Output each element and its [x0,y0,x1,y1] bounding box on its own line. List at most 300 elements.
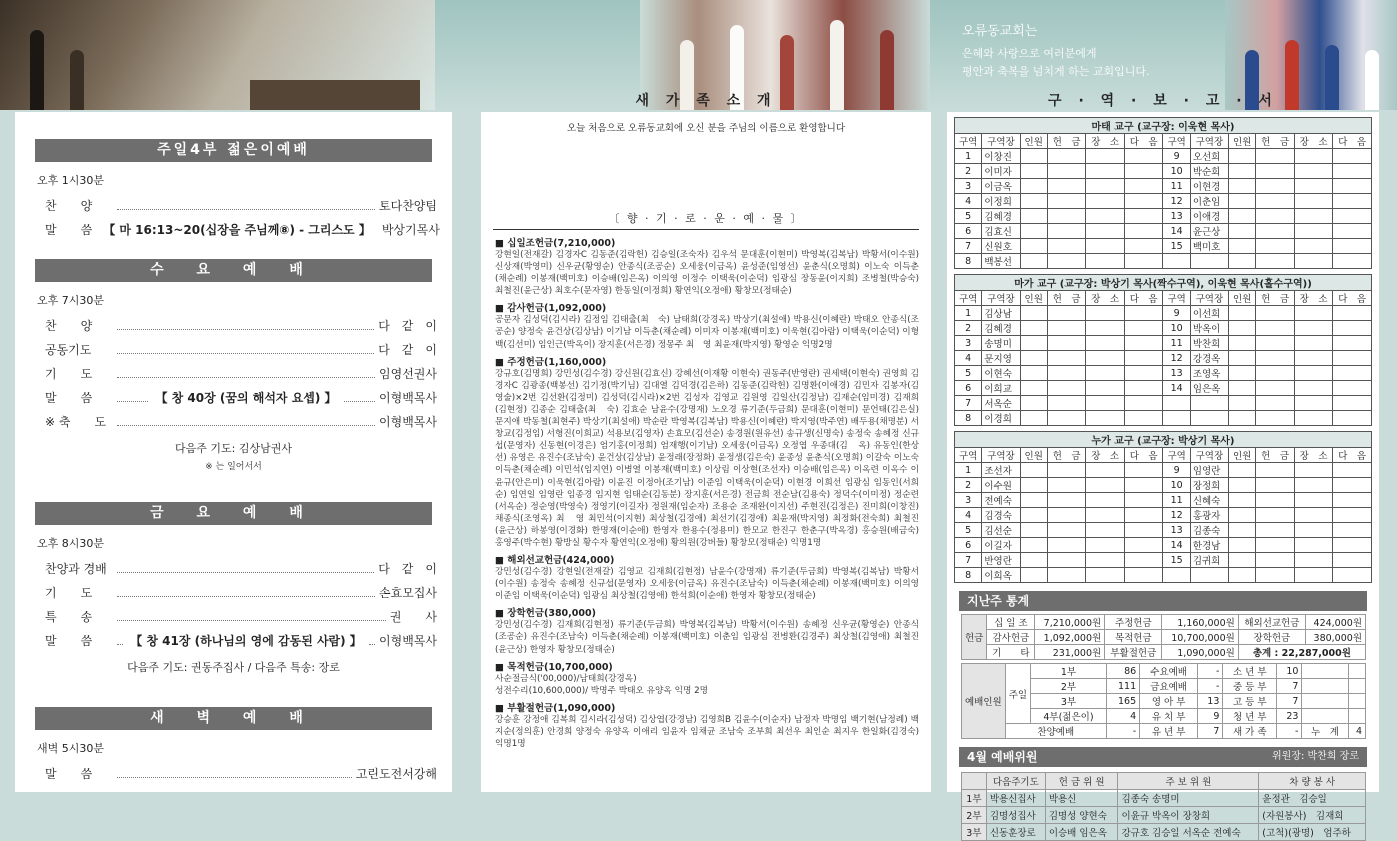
district-leader: 이희교 [982,381,1020,396]
offering-stats-table [961,614,1366,660]
district-leader: 조선자 [982,463,1020,478]
duty-cell: 이윤규 박옥이 장창희 [1118,807,1259,824]
attendance-cell: - [1106,724,1139,739]
district-number: 7 [955,239,982,254]
district-leader: 이수원 [982,478,1020,493]
district-cell [1047,523,1086,538]
district-col-header: 인원 [1228,448,1255,463]
district-cell [1047,164,1086,179]
district-cell [1228,478,1255,493]
offering-stat-value: 10,700,000원 [1162,630,1238,645]
district-cell [1294,493,1333,508]
district-cell [1047,179,1086,194]
attendance-cell [1302,679,1348,694]
district-cell [1086,254,1125,269]
worship-row-value: 박상기목사 [381,223,440,237]
worship-row [45,560,437,575]
attendance-cell: 4 [1348,724,1365,739]
district-cell [1020,336,1047,351]
worship-row-value: 다 같 이 [378,562,437,576]
district-col-header: 구역장 [1190,134,1228,149]
district-cell [1333,366,1372,381]
district-row [955,568,1372,583]
district-cell [1020,239,1047,254]
district-leader: 김혜경 [982,321,1020,336]
district-col-header: 장 소 [1294,134,1333,149]
offering-total: 총계 : 22,287,000원 [1238,645,1365,660]
dawn-title: 새 벽 예 배 [35,707,432,730]
district-cell [1228,179,1255,194]
district-col-header: 구역장 [982,134,1020,149]
district-cell [1020,164,1047,179]
attendance-cell: 유 치 부 [1140,709,1198,724]
duty-header [962,773,987,790]
district-cell [1228,463,1255,478]
district-cell [1228,396,1255,411]
worship-row-label: 특 송 [45,610,93,624]
district-row [955,149,1372,164]
offering-stat-value: 7,210,000원 [1035,615,1105,630]
offering-names: 강민성(김수경) 김재희(김현정) 류기준(두금희) 박영복(김복남) 박황서(이수원) 송혜정 신우균(황영순) 안종식(조공순) 유진수(조남숙) 이득춘(채순례) 이봉재(백미호) 이춘임 임광심 전병환(김경주) 최상철(김영애) 최철진(윤근상) 한영자 황창모(정태순) [495,620,919,655]
attendance-cell: - [1277,724,1302,739]
district-cell [1047,209,1086,224]
district-cell [1124,306,1163,321]
district-number: 11 [1163,493,1190,508]
district-cell [1256,179,1295,194]
district-number: 4 [955,194,982,209]
district-cell [1294,351,1333,366]
district-number: 12 [1163,194,1190,209]
district-row [955,411,1372,426]
district-number [1163,396,1190,411]
duty-row [962,807,1366,824]
district-cell [1256,411,1295,426]
stats-title [959,591,1367,611]
district-col-header: 구역장 [982,448,1020,463]
district-leader: 이선희 [1190,306,1228,321]
tagline-1: 은혜와 사랑으로 여러분에게 [962,47,1097,60]
dawn-rows [15,765,452,780]
offering-title: 〔 향 · 기 · 로 · 운 · 예 · 물 〕 [608,212,804,225]
duty-row [962,824,1366,841]
district-leader: 신혜숙 [1190,493,1228,508]
attendance-cell: 10 [1277,664,1302,679]
district-cell [1294,396,1333,411]
district-number: 7 [955,396,982,411]
district-cell [1256,164,1295,179]
district-cell [1256,463,1295,478]
duty-cell: 이승배 임은옥 [1045,824,1118,841]
district-cell [1124,351,1163,366]
district-leader: 조영옥 [1190,366,1228,381]
district-number: 4 [955,351,982,366]
district-row [955,164,1372,179]
wednesday-rows [15,317,452,428]
offering-stat-name: 십 일 조 [987,615,1035,630]
attendance-cell: 영 아 부 [1140,694,1198,709]
leader-dots [117,321,374,330]
district-cell [1086,366,1125,381]
duty-cell: (자원봉사) 김재희 [1259,807,1366,824]
worship-row-value: 권 사 [389,610,437,624]
offering-names: 공문자 김성덕(김시라) 김정임 김태출(최 숙) 남태희(강경옥) 박상기(최설애) 박용신(이혜란) 박태오 안종식(조공순) 양정숙 윤건상(김상남) 이기남 이득춘(채순례) 이미자 이봉재(백미호) 이욱현(김아람) 이택욱(이순덕) 이형백(김선미) 임인근(박옥이) 장지훈(서은경) 정몽주 최 영 최윤재(박지영) 황영순 익명2명 [495,315,919,350]
district-cell [1020,149,1047,164]
district-number: 9 [1163,463,1190,478]
attendance-cell [1348,709,1365,724]
district-cell [1086,179,1125,194]
district-number: 2 [955,321,982,336]
district-cell [1256,239,1295,254]
district-cell [1086,209,1125,224]
offering-stat-name: 기 타 [987,645,1035,660]
district-cell [1333,508,1372,523]
district-number: 5 [955,366,982,381]
worship-row-passage: 【 창 40장 (꿈의 해석자 요셉) 】 [155,391,337,405]
district-cell [1124,336,1163,351]
duty-table [961,772,1366,841]
district-leader: 이금옥 [982,179,1020,194]
district-cell [1086,351,1125,366]
district-leader: 이춘임 [1190,194,1228,209]
district-number: 14 [1163,381,1190,396]
district-cell [1256,478,1295,493]
district-number: 7 [955,553,982,568]
district-leader: 강경옥 [1190,351,1228,366]
attendance-cell: 23 [1277,709,1302,724]
district-cell [1256,366,1295,381]
worship-row-label: 찬 양 [45,319,93,333]
dawn-time: 새벽 5시30분 [37,742,104,755]
district-cell [1333,411,1372,426]
district-number: 8 [955,254,982,269]
duty-title [959,747,1367,767]
district-cell [1256,396,1295,411]
district-cell [1047,254,1086,269]
district-cell [1020,321,1047,336]
district-cell [1333,209,1372,224]
district-cell [1256,553,1295,568]
district-cell [1294,538,1333,553]
district-cell [1086,306,1125,321]
district-cell [1228,538,1255,553]
district-leader: 문지영 [982,351,1020,366]
district-cell [1256,254,1295,269]
district-row [955,336,1372,351]
district-cell [1124,568,1163,583]
worship-row-value: 손효모집사 [379,586,437,600]
attendance-cell [1302,709,1348,724]
district-cell [1228,239,1255,254]
worship-row-value: 고린도전서강해 [355,767,437,781]
duty-cell: 강규호 김승일 서옥순 전예숙 [1118,824,1259,841]
friday-rows [15,560,452,647]
attendance-stats-table [961,663,1366,739]
duty-cell: 김종숙 송명미 [1118,790,1259,807]
district-row [955,351,1372,366]
worship-row [45,365,437,380]
worship-row-label: 찬 양 [45,199,93,213]
district-leader: 오선희 [1190,149,1228,164]
district-cell [1228,351,1255,366]
district-cell [1086,568,1125,583]
district-cell [1333,396,1372,411]
district-cell [1086,164,1125,179]
district-cell [1124,224,1163,239]
district-cell [1124,179,1163,194]
worship-photo [0,0,435,110]
attendance-cell: 4부(젊은이) [1031,709,1107,724]
district-cell [1086,478,1125,493]
sunday4-rows [15,197,452,236]
district-number: 12 [1163,508,1190,523]
offering-names: 강규호(김명희) 강민성(김수경) 강신원(김효신) 강혜선(이재황 이현숙) 권동주(반영란) 권세택(이현숙) 권영희 김경자C 김광종(백봉선) 김기정(박기님) 김대열 김덕경(김은하) 김동준(김락헌) 김명환(이애경) 김민자 김봉자(김영술)×2번 김선환(김정미) 김성덕(김시라)×2번 김성자 김영교 김원영 김일산(김정남) 김재순(임미경) 김재희(김현정) 김종순 김태출(최 숙) 김효순 남윤수(강명재) 노오경 류기준(두금희) 문대훈(이현미) 문언태(김은실) 문지애 박동철(최현주) 박상기(최설애) 박순란 박영복(김복남) 박용신(이혜란) 박지영(박주연) 배두용(채명분) 서창교(김정임) 서형진(이희교) 석용보(김영자) 손효모(김선순) 송경원(원유선) 송규생(신명숙) 송정숙 송혜정 신규섭(문영자) 신동현(이경은) 엄기홍(이정희) 엄재행(이기남) 오세웅(이금옥) 오정엽 우종대(김 옥) 유동인(한상선) 유영은 유진수(조남숙) 윤건상(김상남) 윤정래(장정화) 윤정생(김은숙) 윤종성 윤춘식(오명희) 이갈숙 이노숙 이득춘(채순례) 이민석(임지연) 이병열 이봉재(백미호) 이상림 이상현(조선자) 이승배(임은옥) 이옥련 이옥수 이윤규(안은미) 이욱현(김아람) 이윤진 이정아(조기남) 이준임 이택욱(이순덕) 이현경 이희선 임광심 임동인(서희순) 임연일 임영란 임종경 임지현 임태순(김동분) 장지훈(서은경) 전금희 전순남(김용숙) 정덕수(이미정) 정순련(서옥순) 정순영(박영숙) 정영기(이길자) 정원재(임순자) 조용순 조재완(이지선) 주현진(김정은) 진미희(이창진) 채종식(조영옥) 최 영 최민석(이지현) 최상철(김경애) 최선기(김경애) 최윤재(박지영) 최정화(전숙희) 최철진(윤근상) 하봉영(이경화) 한명재(이순애) 한영자 한용수(정용미) 한모교 한진구 한춘구(박옥경) 홍승원(배금숙) 홍영주(박수현) 황방실 황수자 황연익(오정애) 황의원(강버들) 황창모(정태순) 익명1명 [495,368,919,548]
district-number: 15 [1163,239,1190,254]
district-cell [1086,493,1125,508]
district-cell [1333,523,1372,538]
district-cell [1228,164,1255,179]
attendance-cell: 유 년 부 [1140,724,1198,739]
duty-cell: 김명성집사 [986,807,1045,824]
district-cell [1228,254,1255,269]
offering-stat-value: 1,160,000원 [1162,615,1238,630]
district-cell [1333,149,1372,164]
district-cell [1047,381,1086,396]
district-cell [1294,336,1333,351]
district-tables [947,117,1379,583]
worship-row [45,413,437,428]
district-cell [1294,209,1333,224]
district-leader: 신원호 [982,239,1020,254]
duty-cell: 박용신집사 [986,790,1045,807]
district-cell [1086,411,1125,426]
district-leader [1190,568,1228,583]
offering-stat-label: 헌금 [962,615,987,660]
district-number: 11 [1163,336,1190,351]
worship-row-passage: 【 마 16:13~20(십장을 주님께⑧) - 그리스도 】 [103,223,371,237]
district-cell [1124,553,1163,568]
district-cell [1228,523,1255,538]
district-leader: 이애경 [1190,209,1228,224]
district-leader: 이현숙 [982,366,1020,381]
leader-dots [117,393,148,402]
district-col-header: 헌 금 [1256,448,1295,463]
offering-heading: ■ 목적헌금(10,700,000) [495,661,613,673]
district-cell [1294,179,1333,194]
district-cell [1047,306,1086,321]
district-number: 13 [1163,209,1190,224]
district-cell [1124,164,1163,179]
district-cell [1294,523,1333,538]
attendance-cell [1348,664,1365,679]
district-leader: 이정희 [982,194,1020,209]
district-leader: 이창진 [982,149,1020,164]
offering-stat-name: 해외선교헌금 [1238,615,1305,630]
district-cell [1256,523,1295,538]
district-col-header: 구역 [955,134,982,149]
offering-stat-name: 부활절헌금 [1105,645,1162,660]
district-cell [1294,194,1333,209]
district-cell [1047,396,1086,411]
district-row [955,396,1372,411]
district-cell [1020,463,1047,478]
district-number: 8 [955,411,982,426]
district-col-header: 인원 [1228,291,1255,306]
district-cell [1333,179,1372,194]
district-row [955,224,1372,239]
banner-text [962,20,1150,81]
worship-row-label: 말 씀 [45,391,93,405]
district-cell [1086,224,1125,239]
worship-row [45,341,437,356]
worship-row [45,765,437,780]
district-row [955,321,1372,336]
district-number: 4 [955,508,982,523]
district-cell [1047,493,1086,508]
district-row [955,366,1372,381]
district-col-header: 구역 [1163,291,1190,306]
duty-cell: 3부 [962,824,987,841]
district-leader: 송명미 [982,336,1020,351]
district-col-header: 구역 [955,291,982,306]
district-cell [1228,508,1255,523]
district-number [1163,568,1190,583]
district-number: 10 [1163,321,1190,336]
district-cell [1294,321,1333,336]
district-cell [1333,538,1372,553]
offering-stat-value: 1,092,000원 [1035,630,1105,645]
district-cell [1020,194,1047,209]
worship-row [45,584,437,599]
attendance-cell: 1부 [1031,664,1107,679]
district-cell [1086,149,1125,164]
leader-dots [344,393,375,402]
district-cell [1333,254,1372,269]
district-leader: 서옥순 [982,396,1020,411]
attendance-cell: 3부 [1031,694,1107,709]
attendance-cell: 고 등 부 [1223,694,1277,709]
district-col-header: 인원 [1228,134,1255,149]
district-cell [1020,306,1047,321]
offering-stat-value: 380,000원 [1305,630,1365,645]
district-cell [1333,493,1372,508]
worship-row-value: 다 같 이 [378,319,437,333]
church-name: 오류동교회는 [962,24,1038,39]
district-number [1163,411,1190,426]
district-cell [1294,254,1333,269]
offering-stat-value: 231,000원 [1035,645,1105,660]
district-cell [1047,478,1086,493]
leader-dots [117,769,352,778]
offering-stat-name: 장학헌금 [1238,630,1305,645]
district-col-header: 구역장 [982,291,1020,306]
district-cell [1020,508,1047,523]
leader-dots [117,588,375,597]
duty-cell: 박용신 [1045,790,1118,807]
district-col-header: 다 음 [1333,134,1372,149]
district-cell [1124,149,1163,164]
wednesday-note: 다음주 기도: 김상남권사 [175,442,292,455]
leader-dots [117,201,375,210]
leader-dots [117,636,123,645]
worship-row-label: 말 씀 [45,223,93,237]
leader-dots [117,564,374,573]
district-cell [1333,478,1372,493]
district-leader: 김종숙 [1190,523,1228,538]
offering-rule [493,229,919,230]
district-cell [1086,508,1125,523]
district-cell [1294,381,1333,396]
district-cell [1124,478,1163,493]
district-cell [1047,336,1086,351]
district-cell [1256,209,1295,224]
district-cell [1333,224,1372,239]
district-col-header: 헌 금 [1047,291,1086,306]
district-cell [1256,381,1295,396]
district-row [955,523,1372,538]
district-cell [1020,224,1047,239]
newfamily-intro: 오늘 처음으로 오류동교회에 오신 분을 주님의 이름으로 환영합니다 [566,123,846,134]
district-cell [1124,508,1163,523]
district-caption: 마가 교구 (교구장: 박상기 목사(짝수구역), 이욱현 목사(홀수구역)) [955,275,1372,291]
district-cell [1294,306,1333,321]
district-cell [1294,478,1333,493]
district-cell [1086,381,1125,396]
district-row [955,194,1372,209]
district-cell [1047,538,1086,553]
district-col-header: 인원 [1020,291,1047,306]
district-col-header: 헌 금 [1047,448,1086,463]
offering-stat-value: 1,090,000원 [1162,645,1238,660]
district-row [955,493,1372,508]
district-cell [1294,411,1333,426]
friday-title: 금 요 예 배 [35,502,432,525]
district-cell [1228,321,1255,336]
attendance-cell: 청 년 부 [1223,709,1277,724]
district-number: 15 [1163,553,1190,568]
district-cell [1294,568,1333,583]
worship-row-label: 말 씀 [45,634,93,648]
worship-row [45,197,437,212]
worship-row-value: 이형백목사 [379,634,437,648]
district-cell [1124,538,1163,553]
district-cell [1333,568,1372,583]
district-col-header: 다 음 [1124,291,1163,306]
district-leader: 김귀희 [1190,553,1228,568]
district-col-header: 장 소 [1294,291,1333,306]
district-table [954,117,1372,269]
worship-schedule-panel [15,112,452,792]
district-cell [1256,149,1295,164]
worship-row [45,632,437,647]
district-col-header: 구역장 [1190,448,1228,463]
district-cell [1047,149,1086,164]
district-number: 10 [1163,478,1190,493]
district-cell [1333,336,1372,351]
district-cell [1294,553,1333,568]
district-cell [1020,209,1047,224]
district-leader: 한경남 [1190,538,1228,553]
worship-row-label: ※ 축 도 [45,415,107,429]
district-col-header: 장 소 [1086,134,1125,149]
attendance-cell: - [1198,679,1223,694]
attendance-cell: 새 가 족 [1223,724,1277,739]
district-number: 5 [955,209,982,224]
district-cell [1086,239,1125,254]
district-caption: 누가 교구 (교구장: 박상기 목사) [955,432,1372,448]
district-cell [1020,493,1047,508]
district-cell [1256,508,1295,523]
district-leader: 이희옥 [982,568,1020,583]
